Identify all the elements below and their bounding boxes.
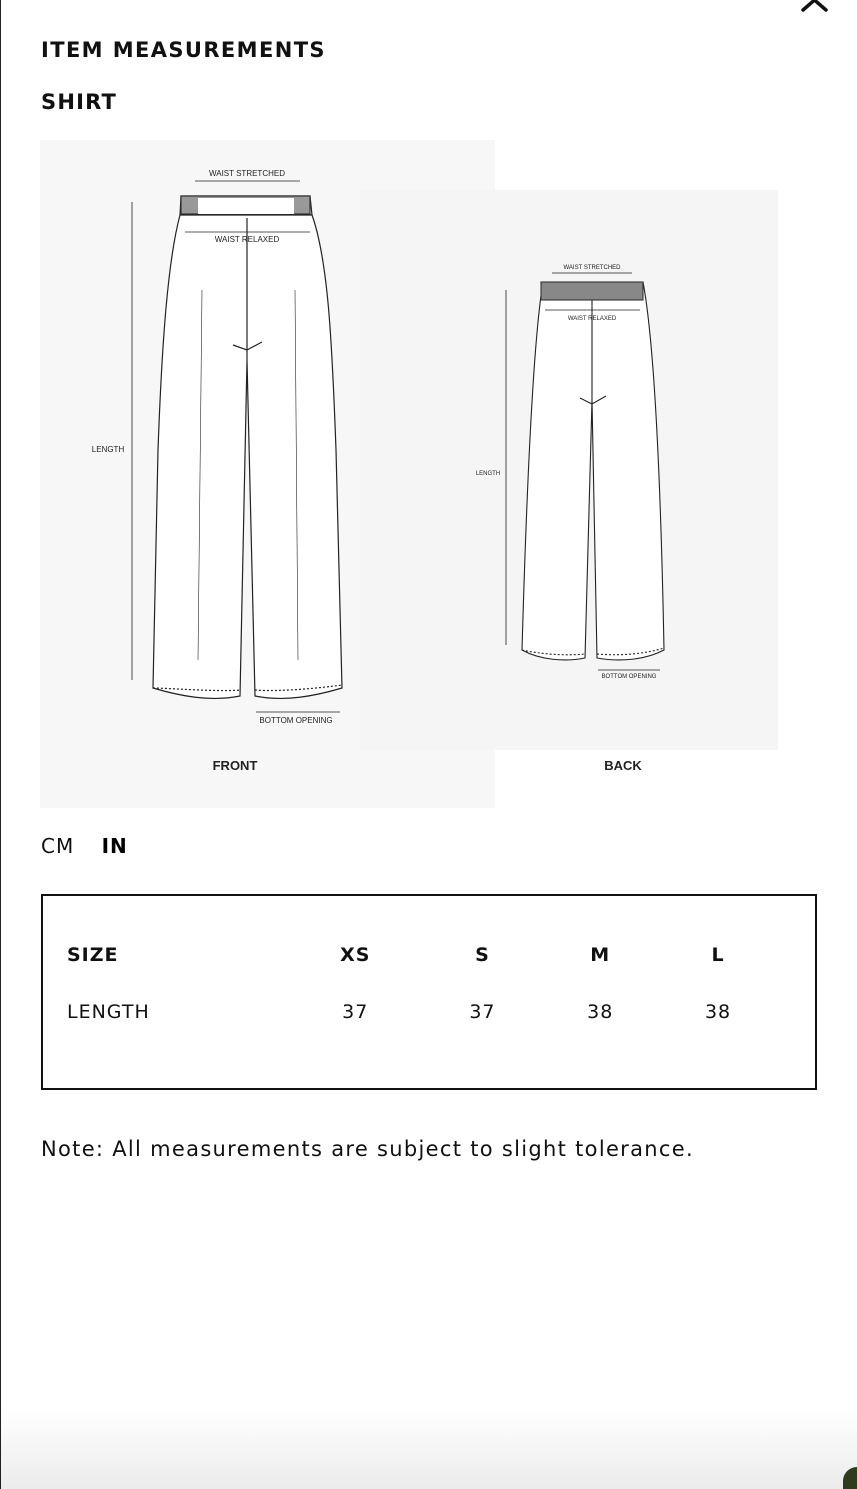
size-table-container xyxy=(41,894,817,1090)
size-l-header: L xyxy=(711,944,725,966)
garment-type: SHIRT xyxy=(41,90,118,114)
size-xs-header: XS xyxy=(340,944,371,966)
size-column-header: SIZE xyxy=(67,944,119,966)
measurement-name-cell: LENGTH xyxy=(67,1001,150,1023)
unit-in-button[interactable]: IN xyxy=(101,834,128,858)
front-caption: FRONT xyxy=(212,758,258,773)
back-waist-relaxed-label: WAIST RELAXED xyxy=(567,316,617,322)
front-waist-relaxed-label: WAIST RELAXED xyxy=(214,235,280,244)
front-waist-stretched-label: WAIST STRETCHED xyxy=(208,169,286,178)
value-cell-m: 38 xyxy=(587,1001,614,1023)
back-waist-stretched-label: WAIST STRETCHED xyxy=(563,265,621,271)
unit-cm-button[interactable]: CM xyxy=(41,834,75,858)
front-bottom-opening-label: BOTTOM OPENING xyxy=(259,716,333,725)
front-length-label: LENGTH xyxy=(91,445,125,454)
modal-left-edge xyxy=(0,0,1,1489)
back-bottom-opening-label: BOTTOM OPENING xyxy=(601,674,657,680)
size-table xyxy=(67,932,777,1040)
value-cell-s: 37 xyxy=(469,1001,496,1023)
back-caption: BACK xyxy=(604,758,642,773)
close-button[interactable] xyxy=(798,0,832,18)
tolerance-note: Note: All measurements are subject to slight tolerance. xyxy=(41,1137,694,1161)
size-s-header: S xyxy=(475,944,490,966)
back-length-label: LENGTH xyxy=(475,471,501,477)
unit-toggle xyxy=(41,834,128,858)
value-cell-l: 38 xyxy=(704,1001,732,1023)
modal-title: ITEM MEASUREMENTS xyxy=(41,38,326,62)
table-header-row xyxy=(67,932,777,978)
table-row xyxy=(67,978,777,1040)
close-icon[interactable] xyxy=(798,0,832,18)
bottom-shadow xyxy=(0,1409,857,1489)
measurement-diagram xyxy=(40,140,780,808)
size-m-header: M xyxy=(590,944,611,966)
value-cell-xs: 37 xyxy=(342,1001,369,1023)
